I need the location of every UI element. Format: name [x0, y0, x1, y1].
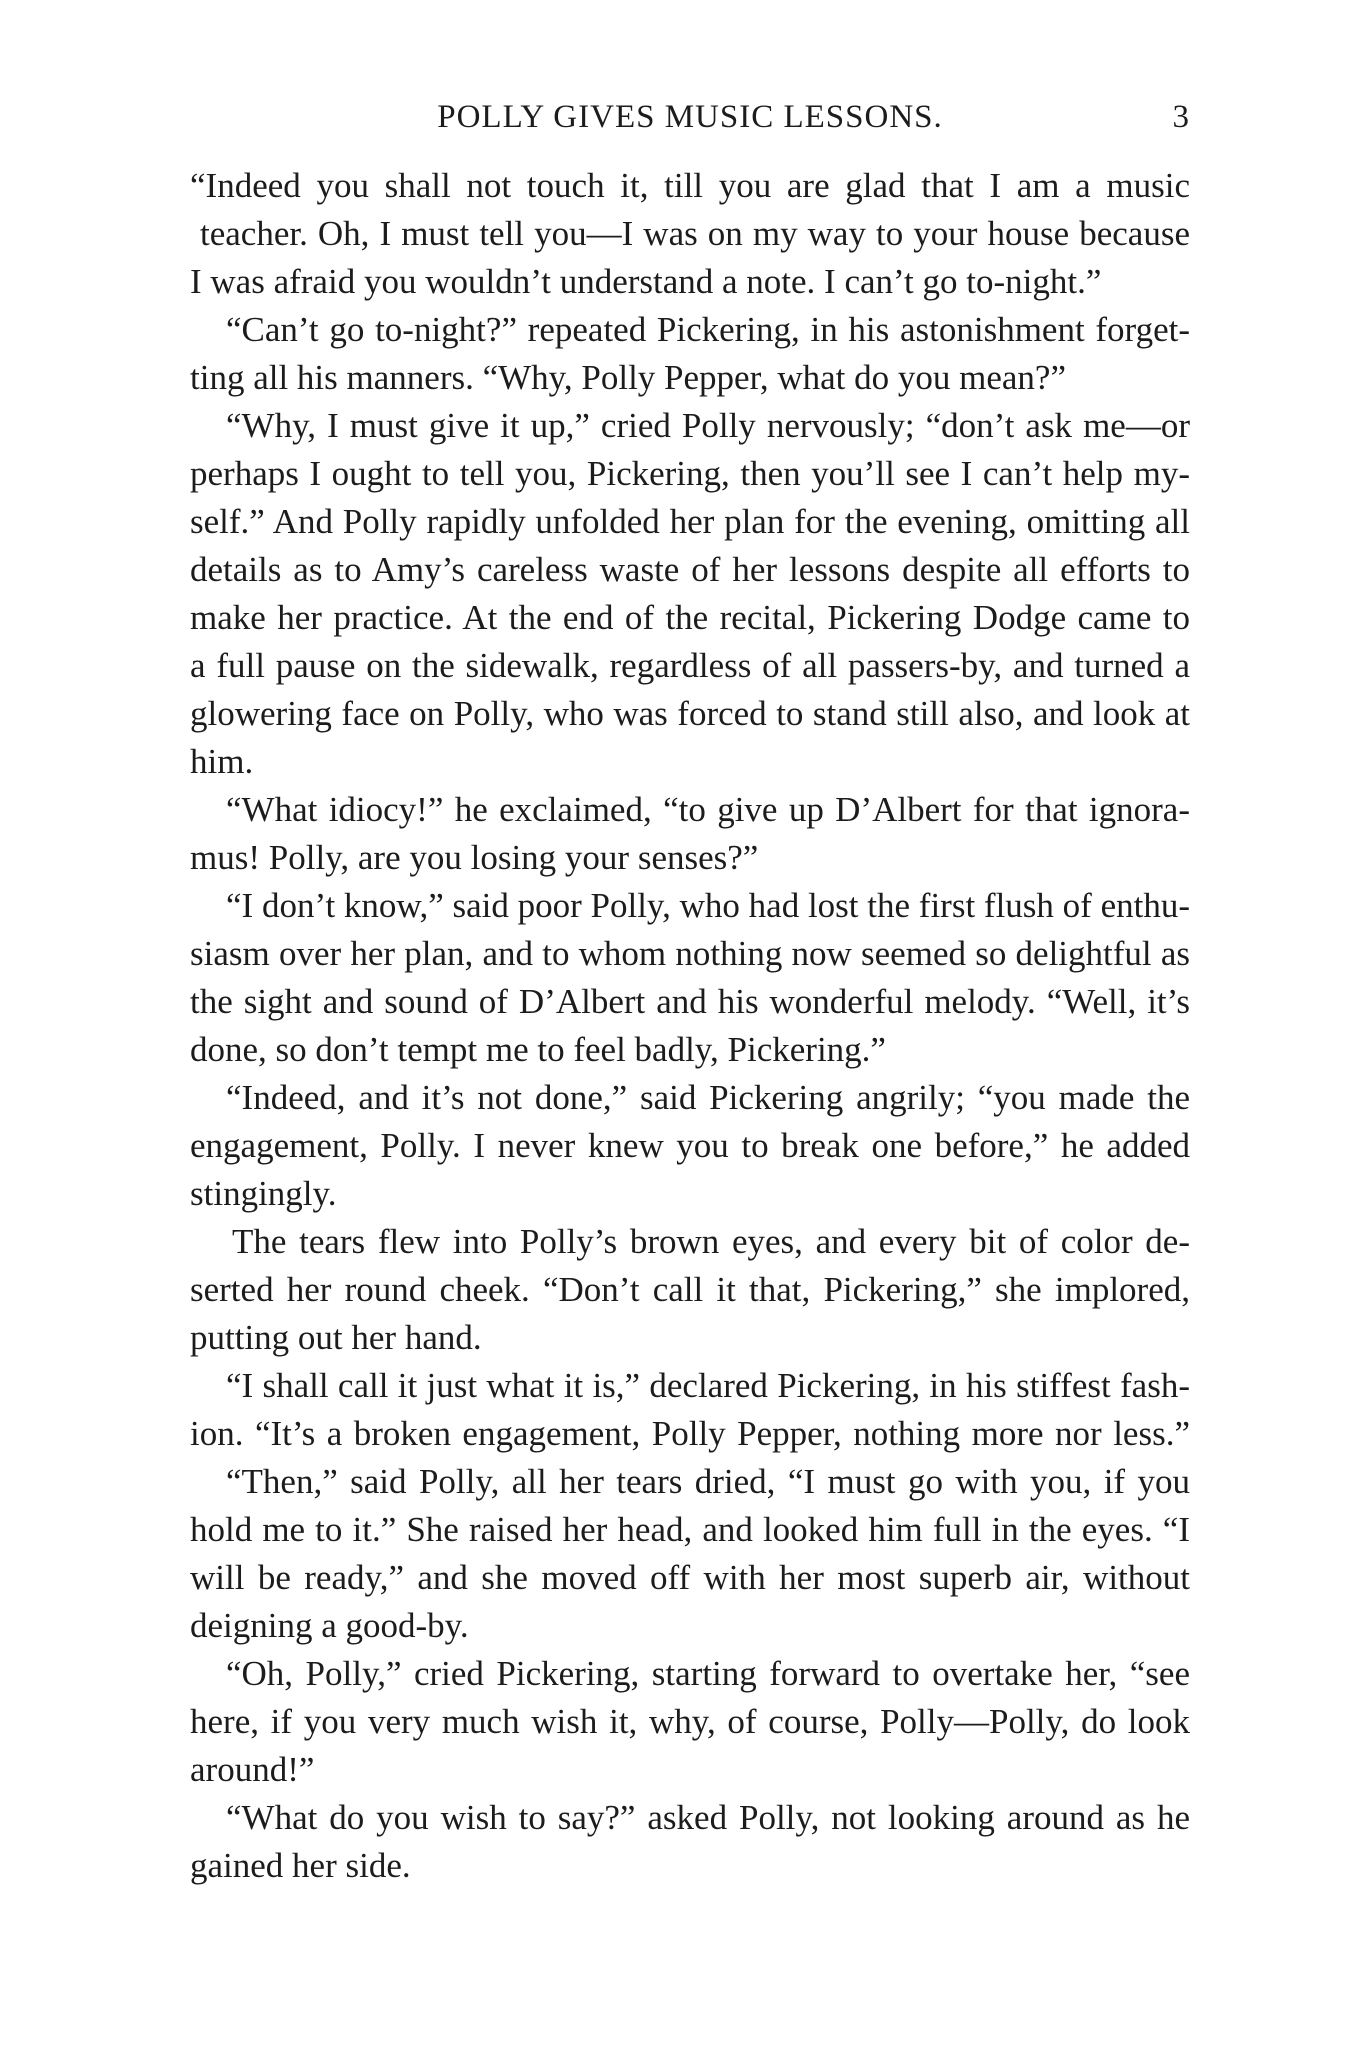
text-line: siasm over her plan, and to whom nothing now seemed so delightful as [190, 934, 1190, 973]
text-line: “Oh, Polly,” cried Pickering, starting forward to overtake her, “see [226, 1654, 1190, 1693]
page-number: 3 [1172, 99, 1190, 135]
text-line: mus! Polly, are you losing your senses?” [190, 838, 759, 877]
text-line: hold me to it.” She raised her head, and looked him full in the eyes. “I [190, 1510, 1190, 1549]
text-line: “I don’t know,” said poor Polly, who had lost the first flush of enthu- [226, 886, 1190, 925]
text-line: a full pause on the sidewalk, regardless of all passers-by, and turned a [190, 646, 1190, 685]
text-line: The tears flew into Polly’s brown eyes, and every bit of color de- [232, 1222, 1190, 1261]
text-line: “Then,” said Polly, all her tears dried, “I must go with you, if you [226, 1462, 1190, 1501]
text-line: I was afraid you wouldn’t understand a note. I can’t go to-night.” [190, 262, 1102, 301]
text-line: “Why, I must give it up,” cried Polly nervously; “don’t ask me—or [226, 406, 1190, 445]
text-line: stingingly. [190, 1174, 337, 1213]
text-line: make her practice. At the end of the recital, Pickering Dodge came to [190, 598, 1190, 637]
text-line: gained her side. [190, 1846, 411, 1885]
text-line: deigning a good-by. [190, 1606, 469, 1645]
text-line: serted her round cheek. “Don’t call it that, Pickering,” she implored, [190, 1270, 1190, 1309]
body-text [190, 162, 1190, 1890]
text-line: perhaps I ought to tell you, Pickering, then you’ll see I can’t help my- [190, 454, 1190, 493]
text-line: will be ready,” and she moved off with her most superb air, without [190, 1558, 1190, 1597]
text-line: “What do you wish to say?” asked Polly, not looking around as he [226, 1798, 1190, 1837]
text-line: “Indeed you shall not touch it, till you are glad that I am a music [190, 166, 1190, 205]
text-line: glowering face on Polly, who was forced to stand still also, and look at [190, 694, 1190, 733]
running-head [190, 92, 1190, 142]
text-line: self.” And Polly rapidly unfolded her plan for the evening, omitting all [190, 502, 1190, 541]
text-line: “I shall call it just what it is,” declared Pickering, in his stiffest fash- [226, 1366, 1190, 1405]
text-line: putting out her hand. [190, 1318, 482, 1357]
text-line: teacher. Oh, I must tell you—I was on my way to your house because [200, 214, 1190, 253]
text-line: “What idiocy!” he exclaimed, “to give up D’Albert for that ignora- [226, 790, 1190, 829]
text-line: ting all his manners. “Why, Polly Pepper, what do you mean?” [190, 358, 1066, 397]
text-line: around!” [190, 1750, 315, 1789]
text-line: the sight and sound of D’Albert and his wonderful melody. “Well, it’s [190, 982, 1190, 1021]
text-line: him. [190, 742, 254, 781]
text-line: here, if you very much wish it, why, of course, Polly—Polly, do look [190, 1702, 1190, 1741]
chapter-title: POLLY GIVES MUSIC LESSONS. [437, 99, 943, 135]
text-line: done, so don’t tempt me to feel badly, Pickering.” [190, 1030, 886, 1069]
text-line: “Can’t go to-night?” repeated Pickering, in his astonishment forget- [226, 310, 1190, 349]
text-line: engagement, Polly. I never knew you to break one before,” he added [190, 1126, 1190, 1165]
text-line: details as to Amy’s careless waste of her lessons despite all efforts to [190, 550, 1190, 589]
text-line: “Indeed, and it’s not done,” said Pickering angrily; “you made the [226, 1078, 1190, 1117]
text-line: ion. “It’s a broken engagement, Polly Pepper, nothing more nor less.” [190, 1414, 1190, 1453]
